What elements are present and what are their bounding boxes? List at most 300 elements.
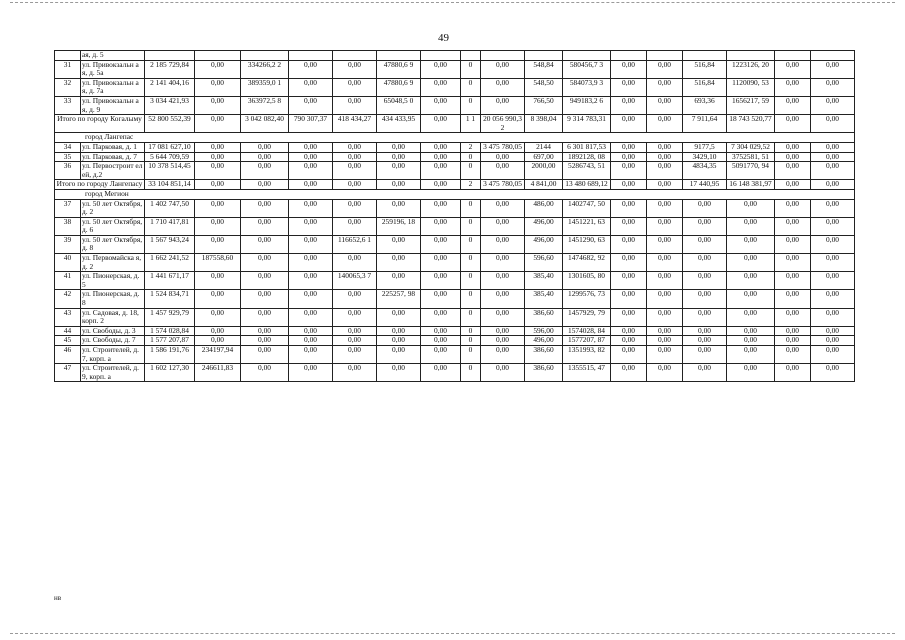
table-cell: 3 475 780,05 <box>481 142 525 152</box>
data-table <box>54 50 855 382</box>
table-cell: 0,00 <box>241 272 289 290</box>
table-cell: 0,00 <box>647 346 683 364</box>
table-cell: 17 440,95 <box>683 180 727 190</box>
table-cell: 0,00 <box>727 346 775 364</box>
table-cell: 0,00 <box>611 180 647 190</box>
table-cell: 0,00 <box>683 326 727 336</box>
table-row <box>55 272 855 290</box>
table-cell: 0,00 <box>727 308 775 326</box>
table-cell: 596,00 <box>525 326 563 336</box>
table-cell: 20 056 990,32 <box>481 115 525 133</box>
table-cell: 1 457 929,79 <box>145 308 195 326</box>
footer-note: нв <box>54 594 62 602</box>
table-cell <box>727 51 775 61</box>
table-row <box>55 78 855 96</box>
table-cell: 0,00 <box>241 346 289 364</box>
table-cell: 0 <box>461 336 481 346</box>
table-cell: 0,00 <box>333 142 377 152</box>
table-cell: 0,00 <box>727 336 775 346</box>
table-cell: 0 <box>461 308 481 326</box>
table-cell: 363972,5 8 <box>241 96 289 114</box>
table-cell: 0,00 <box>333 199 377 217</box>
table-cell: 0,00 <box>727 199 775 217</box>
table-cell <box>563 51 611 61</box>
table-cell: 0,00 <box>333 60 377 78</box>
table-cell: 0,00 <box>289 199 333 217</box>
table-cell: 0,00 <box>289 254 333 272</box>
table-cell: 0,00 <box>683 199 727 217</box>
table-cell: 0 <box>461 326 481 336</box>
table-cell: 7 911,64 <box>683 115 727 133</box>
table-row <box>55 326 855 336</box>
table-cell: 0,00 <box>289 162 333 180</box>
table-cell <box>683 51 727 61</box>
table-cell: 0,00 <box>647 199 683 217</box>
table-cell: 9 314 783,31 <box>563 115 611 133</box>
table-cell: 9177,5 <box>683 142 727 152</box>
table-row <box>55 96 855 114</box>
row-number <box>55 51 81 61</box>
table-cell: 0,00 <box>289 346 333 364</box>
table-row <box>55 152 855 162</box>
table-cell: 548,84 <box>525 60 563 78</box>
table-cell: 0,00 <box>727 326 775 336</box>
table-cell: 0 <box>461 346 481 364</box>
table-cell: 1474682, 92 <box>563 254 611 272</box>
table-cell: 0,00 <box>195 180 241 190</box>
table-cell: 1 662 241,52 <box>145 254 195 272</box>
table-cell <box>775 51 811 61</box>
address-cell: ул. Строителей, д. 9, корп. а <box>81 364 145 382</box>
table-cell: 0,00 <box>333 308 377 326</box>
table-cell: 0,00 <box>775 162 811 180</box>
table-cell: 0,00 <box>811 115 855 133</box>
table-cell: 1892128, 08 <box>563 152 611 162</box>
table-cell: 0,00 <box>195 60 241 78</box>
table-cell: 584073,9 3 <box>563 78 611 96</box>
table-cell: 0,00 <box>611 96 647 114</box>
table-cell: 0,00 <box>333 96 377 114</box>
table-cell: 0,00 <box>241 308 289 326</box>
table-cell: 496,00 <box>525 235 563 253</box>
table-cell: 0,00 <box>727 364 775 382</box>
table-cell: 0,00 <box>811 217 855 235</box>
table-cell: 5286743, 51 <box>563 162 611 180</box>
table-cell: 418 434,27 <box>333 115 377 133</box>
table-cell: 0,00 <box>481 217 525 235</box>
table-cell: 0,00 <box>289 152 333 162</box>
table-cell: 1574028, 84 <box>563 326 611 336</box>
table-cell: 0,00 <box>241 235 289 253</box>
table-cell <box>647 51 683 61</box>
table-cell: 0,00 <box>775 346 811 364</box>
table-cell: 2 <box>461 142 481 152</box>
table-row <box>55 336 855 346</box>
table-cell: 434 433,95 <box>377 115 421 133</box>
row-number: 36 <box>55 162 81 180</box>
row-number: 31 <box>55 60 81 78</box>
table-cell: 0,00 <box>421 115 461 133</box>
table-cell: 0,00 <box>611 272 647 290</box>
table-cell: 0,00 <box>241 254 289 272</box>
table-cell: 0,00 <box>195 142 241 152</box>
table-cell: 18 743 520,77 <box>727 115 775 133</box>
table-cell: 1451221, 63 <box>563 217 611 235</box>
table-cell: 1301605, 80 <box>563 272 611 290</box>
table-cell <box>811 51 855 61</box>
table-cell: 949183,2 6 <box>563 96 611 114</box>
table-cell: 0,00 <box>683 308 727 326</box>
table-cell: 0,00 <box>241 199 289 217</box>
table-cell: 0,00 <box>811 346 855 364</box>
table-cell: 2 185 729,84 <box>145 60 195 78</box>
table-cell: 0,00 <box>683 336 727 346</box>
table-cell: 0,00 <box>481 290 525 308</box>
table-cell: 0,00 <box>775 364 811 382</box>
address-cell: ул. Привокзальн ая, д. 5а <box>81 60 145 78</box>
table-cell: 0,00 <box>481 78 525 96</box>
row-number: 34 <box>55 142 81 152</box>
table-cell: 0,00 <box>775 60 811 78</box>
table-cell: 0,00 <box>421 235 461 253</box>
table-cell: 0,00 <box>811 272 855 290</box>
table-row <box>55 290 855 308</box>
table-cell: 0 <box>461 254 481 272</box>
table-row <box>55 162 855 180</box>
table-cell: 3 042 082,40 <box>241 115 289 133</box>
table-cell: 3429,10 <box>683 152 727 162</box>
table-cell: 548,50 <box>525 78 563 96</box>
table-cell: 0,00 <box>647 326 683 336</box>
table-cell: 0,00 <box>775 199 811 217</box>
table-cell: 0,00 <box>481 308 525 326</box>
table-cell <box>525 51 563 61</box>
table-cell: 596,60 <box>525 254 563 272</box>
table-cell: 0,00 <box>377 199 421 217</box>
table-cell: 0,00 <box>481 336 525 346</box>
table-cell <box>461 51 481 61</box>
table-cell: 0,00 <box>647 308 683 326</box>
table-cell: 0,00 <box>481 364 525 382</box>
table-cell: 0,00 <box>611 199 647 217</box>
table-cell: 0 <box>461 78 481 96</box>
table-cell: 0,00 <box>195 336 241 346</box>
table-cell: 0,00 <box>647 272 683 290</box>
table-cell: 0,00 <box>481 96 525 114</box>
table-cell: 0,00 <box>481 199 525 217</box>
table-cell: 3 475 780,05 <box>481 180 525 190</box>
table-cell: 0,00 <box>611 326 647 336</box>
table-cell: 0,00 <box>811 96 855 114</box>
table-cell: 0,00 <box>811 290 855 308</box>
table-cell: 0,00 <box>611 235 647 253</box>
table-cell: 116652,6 1 <box>333 235 377 253</box>
table-cell: 0,00 <box>241 180 289 190</box>
table-row <box>55 346 855 364</box>
table-cell: 0,00 <box>333 152 377 162</box>
table-cell: 2 <box>461 180 481 190</box>
table-cell: 790 307,37 <box>289 115 333 133</box>
table-cell: 0,00 <box>811 254 855 272</box>
table-cell <box>195 51 241 61</box>
table-cell: 0,00 <box>647 235 683 253</box>
table-cell: 0,00 <box>421 162 461 180</box>
table-cell: 0,00 <box>683 235 727 253</box>
table-cell: 0,00 <box>611 60 647 78</box>
table-cell: 0,00 <box>811 235 855 253</box>
table-cell <box>421 51 461 61</box>
table-cell: 47880,6 9 <box>377 78 421 96</box>
table-cell: 0,00 <box>195 162 241 180</box>
address-cell: ул. 50 лет Октября, д. 8 <box>81 235 145 253</box>
table-cell: 0,00 <box>241 290 289 308</box>
table-cell: 47880,6 9 <box>377 60 421 78</box>
table-cell: 0,00 <box>195 78 241 96</box>
table-cell: 0,00 <box>727 235 775 253</box>
table-cell: 0,00 <box>195 326 241 336</box>
table-cell: 0,00 <box>811 180 855 190</box>
table-cell: 0,00 <box>241 336 289 346</box>
address-cell: ул. 50 лет Октября, д. 2 <box>81 199 145 217</box>
table-cell: 1 402 747,50 <box>145 199 195 217</box>
table-cell: 0,00 <box>289 96 333 114</box>
row-number: 37 <box>55 199 81 217</box>
table-cell: 0,00 <box>811 78 855 96</box>
address-cell: ул. Первостроит елей, д.2 <box>81 162 145 180</box>
table-cell: 0,00 <box>195 290 241 308</box>
table-cell: 0,00 <box>775 326 811 336</box>
table-cell: 0,00 <box>377 180 421 190</box>
table-cell: 0,00 <box>241 162 289 180</box>
table-cell: 0,00 <box>683 290 727 308</box>
table-cell: 386,60 <box>525 346 563 364</box>
table-cell: 0,00 <box>611 346 647 364</box>
table-cell: 225257, 98 <box>377 290 421 308</box>
table-cell: 0,00 <box>611 308 647 326</box>
table-cell: 0,00 <box>377 272 421 290</box>
table-cell: 1 574 028,84 <box>145 326 195 336</box>
table-row <box>55 235 855 253</box>
table-cell: 0,00 <box>611 336 647 346</box>
table-cell: 0,00 <box>289 78 333 96</box>
table-cell: 0 <box>461 272 481 290</box>
table-cell: 385,40 <box>525 272 563 290</box>
table-cell: 52 800 552,39 <box>145 115 195 133</box>
table-cell: 4834,35 <box>683 162 727 180</box>
table-cell: 0,00 <box>195 152 241 162</box>
table-cell: 0,00 <box>289 272 333 290</box>
address-cell: ул. Парковая, д. 1 <box>81 142 145 152</box>
table-cell: 516,84 <box>683 78 727 96</box>
table-cell: 0,00 <box>377 364 421 382</box>
table-cell: 1 586 191,76 <box>145 346 195 364</box>
table-cell: 0,00 <box>811 308 855 326</box>
table-cell: 0,00 <box>195 272 241 290</box>
table-cell: 16 148 381,97 <box>727 180 775 190</box>
table-cell: 0,00 <box>683 346 727 364</box>
table-cell <box>289 51 333 61</box>
table-cell: 4 841,00 <box>525 180 563 190</box>
table-cell: 0,00 <box>421 308 461 326</box>
table-cell: 1 710 417,81 <box>145 217 195 235</box>
table-cell: 0,00 <box>421 199 461 217</box>
table-cell: 0,00 <box>811 336 855 346</box>
table-cell: 0,00 <box>611 217 647 235</box>
table-cell: 0,00 <box>421 336 461 346</box>
table-cell: 0,00 <box>647 290 683 308</box>
table-cell: 0,00 <box>611 290 647 308</box>
table-cell: 0,00 <box>611 142 647 152</box>
table-cell: 5091770, 94 <box>727 162 775 180</box>
row-number: 45 <box>55 336 81 346</box>
table-cell: 0,00 <box>611 115 647 133</box>
table-cell: 0,00 <box>647 180 683 190</box>
table-cell: 0,00 <box>333 217 377 235</box>
table-cell: 0,00 <box>647 96 683 114</box>
table-cell: 0,00 <box>727 290 775 308</box>
table-cell: 0,00 <box>775 290 811 308</box>
row-number: 39 <box>55 235 81 253</box>
table-cell: 0,00 <box>195 199 241 217</box>
table-cell: 0,00 <box>683 254 727 272</box>
table-cell: 0,00 <box>333 290 377 308</box>
table-cell: 0,00 <box>289 217 333 235</box>
table-cell <box>377 51 421 61</box>
row-number: 44 <box>55 326 81 336</box>
table-cell: 334266,2 2 <box>241 60 289 78</box>
row-number: 33 <box>55 96 81 114</box>
row-number: 41 <box>55 272 81 290</box>
table-cell: 0,00 <box>241 152 289 162</box>
table-cell: 2000,00 <box>525 162 563 180</box>
table-cell: 0,00 <box>333 326 377 336</box>
table-cell: 1355515, 47 <box>563 364 611 382</box>
table-cell: 0,00 <box>647 60 683 78</box>
table-cell: 0,00 <box>481 254 525 272</box>
table-cell: 0,00 <box>289 336 333 346</box>
table-cell: 5 644 709,59 <box>145 152 195 162</box>
top-edge-line <box>10 2 895 4</box>
table-cell: 0,00 <box>241 217 289 235</box>
table-cell: 0,00 <box>289 290 333 308</box>
table-cell: 0,00 <box>289 364 333 382</box>
address-cell: ул. Пионерская, д. 5 <box>81 272 145 290</box>
table-cell: 0 <box>461 217 481 235</box>
address-cell: ая, д. 5 <box>81 51 145 61</box>
table-cell: 2144 <box>525 142 563 152</box>
table-cell: 0,00 <box>727 272 775 290</box>
city-header-row <box>55 133 855 143</box>
address-cell: ул. Первомайска я, д. 2 <box>81 254 145 272</box>
table-cell: 0 <box>461 199 481 217</box>
total-row <box>55 180 855 190</box>
table-row <box>55 217 855 235</box>
table-cell: 0,00 <box>611 152 647 162</box>
address-cell: ул. Привокзальн ая, д. 7а <box>81 78 145 96</box>
table-cell: 0,00 <box>333 180 377 190</box>
table-cell: 0,00 <box>421 290 461 308</box>
table-cell: 0,00 <box>289 235 333 253</box>
address-cell: ул. Свободы, д. 7 <box>81 336 145 346</box>
table-cell: 580456,7 3 <box>563 60 611 78</box>
table-cell: 0,00 <box>195 235 241 253</box>
table-cell: 0 <box>461 162 481 180</box>
table-cell: 0,00 <box>333 162 377 180</box>
table-cell: 246611,83 <box>195 364 241 382</box>
continuation-row <box>55 51 855 61</box>
table-cell: 766,50 <box>525 96 563 114</box>
table-cell: 1299576, 73 <box>563 290 611 308</box>
table-cell: 0,00 <box>421 364 461 382</box>
table-cell: 0,00 <box>289 326 333 336</box>
table-cell: 0,00 <box>775 96 811 114</box>
table-cell: 0,00 <box>421 217 461 235</box>
table-cell: 0,00 <box>775 235 811 253</box>
table-cell: 1 441 671,17 <box>145 272 195 290</box>
address-cell: ул. Пионерская, д. 8 <box>81 290 145 308</box>
table-cell: 1451290, 63 <box>563 235 611 253</box>
table-cell: 0,00 <box>647 364 683 382</box>
table-cell: 0,00 <box>647 162 683 180</box>
table-cell: 0,00 <box>195 308 241 326</box>
table-cell: 10 378 514,45 <box>145 162 195 180</box>
table-cell: 0,00 <box>289 180 333 190</box>
table-cell: 0,00 <box>727 254 775 272</box>
table-cell: 0,00 <box>811 199 855 217</box>
table-cell: 0,00 <box>421 346 461 364</box>
table-cell: 0,00 <box>289 60 333 78</box>
table-cell: 0 <box>461 152 481 162</box>
table-cell: 0,00 <box>377 235 421 253</box>
bottom-edge-line <box>10 633 895 635</box>
table-cell: 0,00 <box>481 162 525 180</box>
table-cell: 1120090, 53 <box>727 78 775 96</box>
table-cell: 697,00 <box>525 152 563 162</box>
table-cell: 0,00 <box>611 364 647 382</box>
table-cell: 0,00 <box>481 60 525 78</box>
table-cell: 0,00 <box>421 254 461 272</box>
table-cell: 0,00 <box>647 152 683 162</box>
row-number: 40 <box>55 254 81 272</box>
table-cell: 187558,60 <box>195 254 241 272</box>
row-number: 35 <box>55 152 81 162</box>
table-cell: 386,60 <box>525 308 563 326</box>
address-cell: ул. Садовая, д. 18, корп. 2 <box>81 308 145 326</box>
address-cell: ул. 50 лет Октября, д. 6 <box>81 217 145 235</box>
table-cell: 0,00 <box>421 272 461 290</box>
table-cell: 33 104 851,14 <box>145 180 195 190</box>
row-number: 47 <box>55 364 81 382</box>
city-name: город Мегион <box>55 189 855 199</box>
table-cell: 0,00 <box>195 217 241 235</box>
row-number: 38 <box>55 217 81 235</box>
table-cell: 1351993, 82 <box>563 346 611 364</box>
table-cell: 0,00 <box>421 60 461 78</box>
table-cell: 1 567 943,24 <box>145 235 195 253</box>
table-cell: 259196, 18 <box>377 217 421 235</box>
table-cell: 0,00 <box>775 152 811 162</box>
table-row <box>55 60 855 78</box>
table-cell: 0,00 <box>647 142 683 152</box>
row-number: 43 <box>55 308 81 326</box>
address-cell: ул. Свободы, д. 3 <box>81 326 145 336</box>
table-cell: 0,00 <box>421 96 461 114</box>
table-cell: 0,00 <box>775 336 811 346</box>
table-cell: 1 602 127,30 <box>145 364 195 382</box>
table-cell: 234197,94 <box>195 346 241 364</box>
table-cell: 0,00 <box>421 78 461 96</box>
table-cell: 0,00 <box>811 152 855 162</box>
